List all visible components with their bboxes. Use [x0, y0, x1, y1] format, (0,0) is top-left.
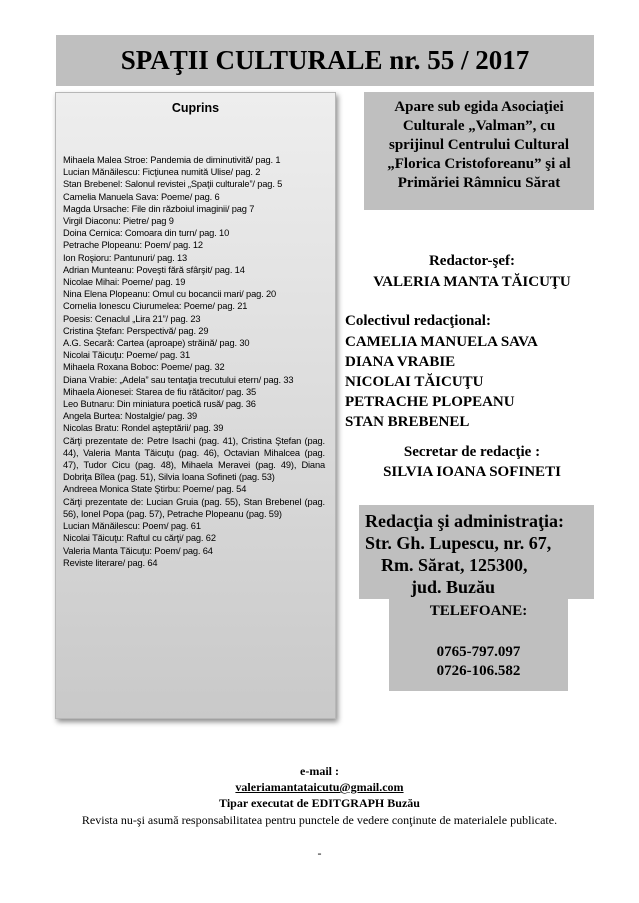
colectiv-member: NICOLAI TĂICUŢU — [345, 374, 484, 390]
colectiv-member: DIANA VRABIE — [345, 354, 456, 370]
colectiv-member: STAN BREBENEL — [345, 414, 470, 430]
redactor-label: Redactor-şef: — [428, 253, 516, 269]
toc-item: Lucian Mănăilescu: Ficţiunea numită Ulise/ pag. 2 — [63, 167, 261, 178]
toc-item: Valeria Manta Tăicuţu: Poem/ pag. 64 — [63, 545, 213, 556]
toc-item: Magda Ursache: File din războiul imaginii/ pag 7 — [63, 203, 255, 214]
toc-item: Camelia Manuela Sava: Poeme/ pag. 6 — [63, 191, 220, 202]
colectiv-member: CAMELIA MANUELA SAVA — [345, 334, 538, 350]
toc-item: Andreea Monica State Ştirbu: Poeme/ pag. 54 — [63, 484, 247, 495]
toc-item: Stan Brebenel: Salonul revistei „Spaţii culturale”/ pag. 5 — [63, 179, 283, 190]
secretar-label: Secretar de redacţie : — [403, 444, 541, 460]
toc-item: Nicolas Bratu: Rondel aşteptării/ pag. 39 — [63, 423, 224, 434]
toc-item: Mihaela Malea Stroe: Pandemia de diminutivită/ pag. 1 — [63, 155, 281, 165]
admin-county: jud. Buzău — [411, 577, 496, 597]
toc-item: Cornelia Ionescu Ciurumelea: Poeme/ pag. 21 — [63, 301, 248, 312]
toc-item: Leo Butnaru: Din miniatura poetică rusă/ pag. 36 — [63, 399, 256, 410]
administration-box — [359, 505, 594, 599]
toc-item: Poesis: Cenaclul „Lira 21”/ pag. 23 — [63, 313, 201, 324]
toc-item: Nicolai Tăicuţu: Poeme/ pag. 31 — [63, 350, 190, 361]
toc-item: Nicolai Tăicuţu: Raftul cu cărţi/ pag. 62 — [63, 533, 216, 544]
toc-item: Doina Cernica: Comoara din turn/ pag. 10 — [63, 228, 230, 239]
toc-item: Mihaela Roxana Boboc: Poeme/ pag. 32 — [63, 362, 225, 373]
secretar-name: SILVIA IOANA SOFINETI — [383, 464, 561, 480]
toc-item: Cărţi prezentate de: Petre Isachi (pag. 41), Cristina Ştefan (pag. 44), Valeria Manta Tăicuţu (pag. 46), Octavian Mihalcea (pag. 47), Tudor Cicu (pag. 48), Mihaela Meravei (pag. 49), Diana Dobriţa Bîlea (pag. 51), Silvia Ioana Sofineti (pag. 53) — [63, 435, 325, 483]
sponsor-line: Apare sub egida Asociaţiei — [394, 99, 564, 115]
table-of-contents — [55, 92, 336, 719]
sponsor-notice — [364, 92, 594, 210]
toc-list — [63, 154, 325, 569]
disclaimer: Revista nu-şi asumă responsabilitatea pentru punctele de vedere conţinute de materialele publicate. — [81, 813, 558, 827]
phone-title: TELEFOANE: — [429, 603, 528, 619]
toc-item: Reviste literare/ pag. 64 — [63, 557, 158, 568]
toc-item: Cărţi prezentate de: Lucian Gruia (pag. 55), Stan Brebenel (pag. 56), Ionel Popa (pag. 57), Petrache Plopeanu (pag. 59) — [63, 496, 325, 519]
printer-credit: Tipar executat de EDITGRAPH Buzău — [219, 796, 420, 810]
toc-item: Cristina Ştefan: Perspectivă/ pag. 29 — [63, 325, 209, 336]
phone-number: 0726-106.582 — [436, 663, 521, 679]
sponsor-line: sprijinul Centrului Cultural — [388, 137, 570, 153]
admin-city: Rm. Sărat, 125300, — [381, 555, 528, 575]
toc-item: Mihaela Aionesei: Starea de fiu rătăcitor/ pag. 35 — [63, 386, 257, 397]
toc-title: Cuprins — [171, 101, 220, 115]
toc-item: Lucian Mănăilescu: Poem/ pag. 61 — [63, 521, 201, 532]
sponsor-line: „Florica Cristoforeanu” şi al — [387, 156, 571, 172]
toc-item: Angela Burtea: Nostalgie/ pag. 39 — [63, 411, 198, 422]
toc-item: Nina Elena Plopeanu: Omul cu bocancii mari/ pag. 20 — [63, 289, 277, 300]
toc-item: Nicolae Mihai: Poeme/ pag. 19 — [63, 277, 186, 288]
toc-item: Diana Vrabie: „Adela” sau tentaţia trecutului etern/ pag. 33 — [63, 374, 294, 385]
colectiv-member: PETRACHE PLOPEANU — [345, 394, 515, 410]
toc-item: Adrian Munteanu: Poveşti fără sfârşit/ pag. 14 — [63, 264, 245, 275]
phone-box — [389, 599, 568, 691]
toc-item: Petrache Plopeanu: Poem/ pag. 12 — [63, 240, 203, 251]
toc-item: Virgil Diaconu: Pietre/ pag 9 — [63, 216, 174, 227]
admin-heading: Redacţia şi administraţia: — [365, 511, 564, 531]
sponsor-line: Primăriei Râmnicu Sărat — [397, 175, 561, 191]
colectiv-list — [345, 332, 538, 432]
toc-item: A.G. Secară: Cartea (aproape) străină/ pag. 30 — [63, 338, 250, 349]
colectiv-label: Colectivul redacţional: — [345, 313, 491, 329]
toc-item: Ion Roşioru: Pantunuri/ pag. 13 — [63, 252, 188, 263]
sponsor-line: Culturale „Valman”, cu — [402, 118, 556, 134]
magazine-title: SPAŢII CULTURALE nr. 55 / 2017 — [56, 35, 594, 86]
email-link[interactable]: valeriamantataicutu@gmail.com — [235, 780, 404, 794]
email-label: e-mail : — [300, 764, 339, 778]
page-marker: - — [317, 846, 322, 860]
redactor-name: VALERIA MANTA TĂICUŢU — [373, 274, 571, 290]
phone-number: 0765-797.097 — [436, 644, 521, 660]
admin-street: Str. Gh. Lupescu, nr. 67, — [365, 533, 552, 553]
